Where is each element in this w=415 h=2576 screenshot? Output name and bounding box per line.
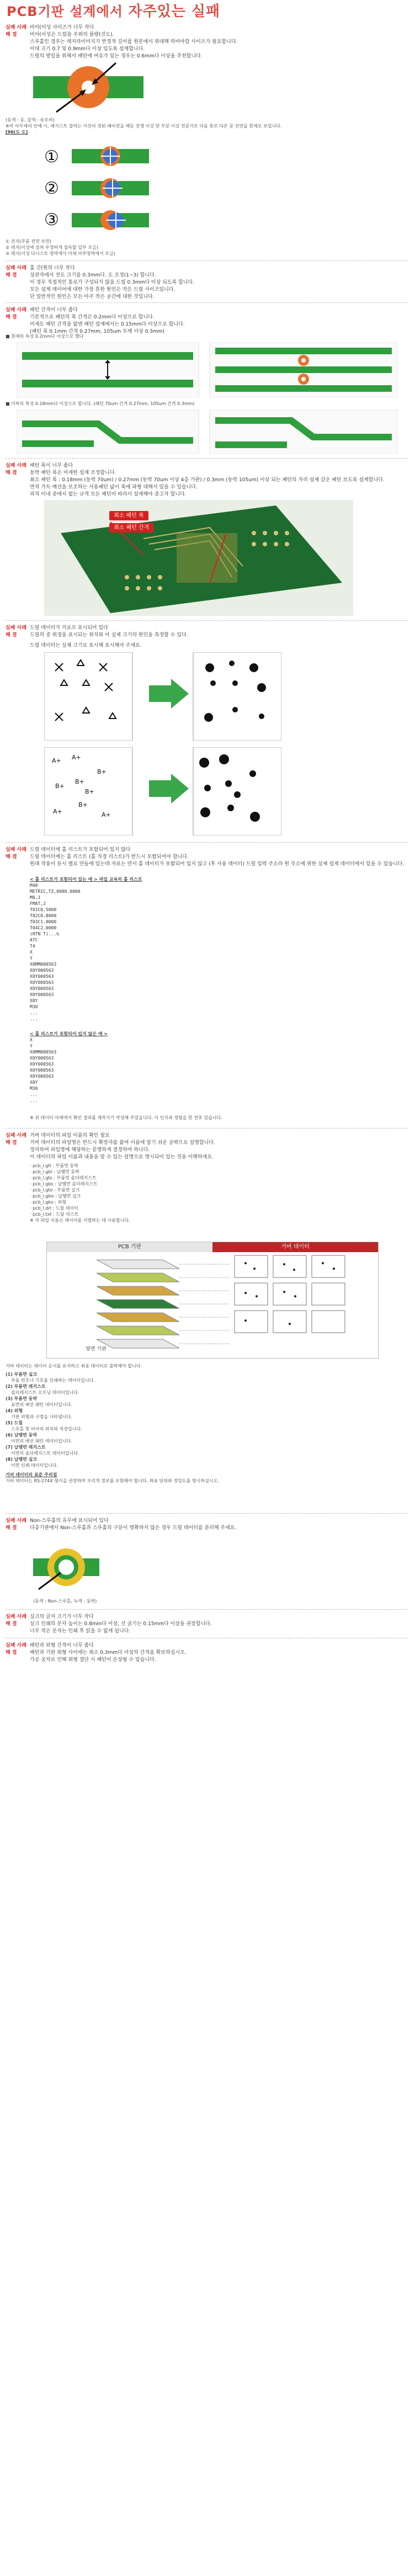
gerber-column-title: 거버 데이터	[212, 1242, 378, 1252]
pcb-photo-svg	[44, 500, 353, 616]
layer-item-heading: (6) 납땜면 동박	[6, 1433, 38, 1438]
via-caption-line: (동색 : 동, 갈색 : 유로비)	[6, 118, 55, 123]
code-line: T04C2.0000	[30, 925, 57, 930]
hole-list-note: ※ 위 데이터 아래에서 확인 결과를 제작사가 작성해 주었습니다. 이 인식과 정렬을 한 전후 있습니다.	[30, 1115, 222, 1120]
case-label: 실패 사례	[6, 265, 26, 271]
code-line: M30	[30, 1004, 38, 1009]
case-text: 비아(이성 사이즈가 너무 작다	[30, 25, 94, 30]
solution-line: 최소 패턴 폭 : 0.18mm (동박 70um) / 0.27mm (동박 70um 이상 4층 가판) / 0.3mm (동박 105um) 이상 되는 패턴의 자리 설계 같은 패턴 보도록 설계합니다.	[30, 477, 385, 483]
layer-item-heading: (5) 드릴	[6, 1420, 23, 1425]
case-text: 패턴 간격이 너무 좁다	[30, 307, 78, 313]
code-line: (RTN T)...%	[30, 932, 59, 936]
pattern-spacing-figures-2	[17, 409, 397, 454]
gerber-notes-title: 거버 데이터의 표준 주의점	[6, 1472, 57, 1477]
divider	[6, 842, 408, 843]
code-line: M30	[30, 1086, 38, 1091]
gerber-file-item: · pcb_l.gto : 부품면 실크	[30, 1188, 80, 1193]
section-non-through-hole	[6, 1518, 408, 1532]
solution-line: 너무 작은 문자는 인쇄 후 읽을 수 없게 됩니다.	[30, 1628, 131, 1634]
svg-text:②: ②	[44, 179, 59, 198]
code-line: X0Y000563	[30, 1056, 54, 1061]
code-line: X0Y	[30, 998, 38, 1003]
no-hole-list-title: < 홀 리스트가 포함되어 있지 않은 예 >	[30, 1031, 108, 1036]
solution-line: 단 일반적인 원인은 모든 아주 작은 공간에 대한 것입니다.	[30, 294, 155, 300]
drill-symbols-svg-2	[44, 747, 281, 835]
no-hole-list-example	[30, 1031, 251, 1104]
gerber-file-list	[30, 1163, 408, 1217]
pattern-spacing-figures	[17, 342, 397, 397]
svg-text:B+: B+	[78, 801, 88, 808]
code-line: X	[30, 1037, 33, 1042]
code-line: T4	[30, 944, 35, 949]
case-text: 드릴 데이터가 거로프 표시되어 있다	[30, 625, 108, 631]
layer-item-text: 기판 외형과 구멍을 나타냅니다.	[11, 1414, 72, 1419]
layer-item-heading: (3) 부품면 동박	[6, 1396, 38, 1401]
layer-stack-figure	[46, 1242, 379, 1359]
code-line: ...	[30, 1098, 38, 1103]
case-text: Non-스루홀의 유무에 표시되어 있다	[30, 1518, 109, 1524]
svg-text:B+: B+	[85, 788, 94, 795]
solution-label: 해 결	[6, 1650, 17, 1656]
section-via-size	[6, 24, 408, 60]
layer-item-text: 표면의 배선 패턴 데이터입니다.	[11, 1402, 72, 1407]
via-note: ① 전지(부품 전면 보면)	[6, 239, 51, 244]
code-line: X	[30, 950, 33, 955]
hole-list-title: < 홀 리스트가 포함되어 있는 예 > 파일 교육의 홀 리스트	[30, 877, 142, 882]
code-line: X0MM000563	[30, 962, 57, 967]
code-line: METRIC,TZ,0000.0000	[30, 889, 81, 894]
case-label: 실패 사례	[6, 1518, 26, 1524]
solution-label: 해 결	[6, 32, 17, 38]
code-line: X0Y000563	[30, 968, 54, 973]
gerber-file-item: · pcb_l.gbl : 납땜면 동박	[30, 1169, 79, 1174]
solution-line: 기본적으로 패턴의 폭 간격은 0.2mm다 이상으로 합니다.	[30, 315, 155, 320]
svg-text:A+: A+	[102, 811, 111, 818]
section-pattern-width	[6, 462, 408, 498]
layer-item-text: 스루홀 및 비아의 위치와 직경입니다.	[11, 1427, 82, 1431]
solution-line: 스루홀인 경우는 레지라이미지가 반경적 깊이를 원본에서 위대해 하비아랍 사이즈가 필요합니다.	[30, 39, 238, 45]
case-text: 패턴 폭이 너무 좁다	[30, 463, 73, 469]
min-pattern-width-tag: 최소 패턴 폭	[109, 511, 148, 520]
svg-text:B+: B+	[75, 778, 84, 785]
via-examples	[44, 141, 155, 235]
solution-line: 거버 데이터의 파일명은 반드시 확장자를 붙여 이름에 알기 쉬운 공략으로 설명합니다.	[30, 1140, 215, 1146]
solution-label: 해 결	[6, 854, 17, 860]
non-through-hole-figure	[33, 1540, 99, 1595]
layer-item-text: 이면 인쇄 데이터입니다.	[11, 1463, 58, 1468]
layer-item-heading: (8) 납땜면 실크	[6, 1457, 38, 1462]
non-through-caption: (동색 : Non-스루홀, 녹색 : 동박)	[33, 1599, 97, 1604]
divider	[6, 1128, 408, 1129]
code-line: Y	[30, 1044, 33, 1049]
via-example-2	[44, 178, 149, 198]
hole-list-example	[30, 876, 251, 1022]
solution-label: 해 결	[6, 315, 17, 320]
gerber-file-item: · pcb_l.drl : 드릴 데이터	[30, 1206, 78, 1211]
drill-symbols-figure-2	[44, 747, 281, 835]
code-line: Y	[30, 956, 33, 961]
page-title-main: PCB기판 설계에서	[7, 4, 123, 19]
code-line: T01C0.5000	[30, 907, 57, 912]
via-examples-svg	[44, 141, 155, 235]
solution-line: 피치 이내 중에서 없는 규격 모든 패턴이 따라서 설계해야 중고자 합니다.	[30, 492, 187, 497]
layer-item-heading: (2) 부품면 레지스트	[6, 1384, 46, 1389]
solution-line: 정리하여 파일명에 해당하는 분명하게 결정하여 하니다.	[30, 1147, 150, 1153]
section-drill-data	[6, 625, 408, 650]
via-sub-heading: [96(도 도]	[6, 130, 28, 135]
code-line: ...	[30, 1016, 38, 1021]
case-text: 거버 데이터의 파일 이름의 확인 필요	[30, 1133, 110, 1138]
code-line: M0,1	[30, 895, 41, 900]
svg-text:B+: B+	[97, 768, 107, 775]
divider	[6, 1609, 408, 1610]
solution-label: 해 결	[6, 632, 17, 638]
hole-list-code	[30, 882, 251, 1022]
pattern-spacing-svg-2	[17, 409, 397, 454]
section-hole-list	[6, 847, 408, 868]
pattern-caption-2: ■ 이하의 특성 0.18mm다 이상으로 합니다. (패턴 70um 간격 0.27mm, 105um 간격 0.3mm)	[6, 401, 195, 406]
divider	[6, 302, 408, 303]
divider	[6, 458, 408, 459]
solution-line: 미세도 패턴 간격을 없앤 패턴 설계에서는 0.15mm다 이상으로 합니다.	[30, 322, 185, 327]
code-line: X0Y	[30, 1080, 38, 1085]
gerber-notes-text: 거버 데이터는 RS-274X 형식을 권장하며 조리개 정보를 포함해야 합니다. 좌표 단위와 정밀도를 명시하십시오.	[6, 1478, 219, 1483]
via-notes	[6, 238, 408, 257]
svg-text:③: ③	[44, 210, 59, 230]
divider	[6, 620, 408, 621]
solution-line: 드릴 데이터는 실체 크기로 표시해 표시해야 주세요.	[30, 643, 142, 648]
via-note: ③ 레지(이성 다니스토 영역에서 미세 아주영역에서 조금)	[6, 251, 115, 256]
min-pattern-spacing-tag: 최소 패턴 간격	[109, 523, 153, 533]
layer-item-text: 부품 번호나 기호를 인쇄하는 데이터입니다.	[11, 1378, 95, 1383]
gerber-file-item: · pcb_l.txt : 드릴 리스트	[30, 1212, 79, 1217]
via-figure	[33, 60, 143, 115]
solution-line: 패턴과 기판 외형 사이에는 최소 0.3mm다 이상의 간격을 확보하십시오.	[30, 1650, 187, 1656]
code-line: X0Y000563	[30, 1068, 54, 1073]
page-title	[7, 3, 220, 20]
solution-line: (패턴 폭 0.1mm 간격 0.27mm, 105um 두께 이상 0.3mm)	[30, 329, 164, 334]
layer-item-text: 이면의 배선 패턴 데이터입니다.	[11, 1439, 72, 1444]
code-line: X0Y000563	[30, 980, 54, 985]
drill-symbols-figure-1	[44, 652, 281, 741]
case-text: 드릴 데이터에 홀 리스트가 포함되어 있지 않다	[30, 847, 131, 853]
divider	[6, 1513, 408, 1514]
case-label: 실패 사례	[6, 1643, 26, 1648]
solution-line: 비아(이성은 드릴을 주위의 품량(진도).	[30, 32, 114, 38]
pcb-column-title: PCB 기판	[47, 1242, 212, 1252]
solution-line: 드릴의 중 위경을 표시되는 위치와 아 실제 크기의 원인을 측정할 수 있다.	[30, 632, 188, 638]
layer-item-text: 솔더레지스트 오프닝 데이터입니다.	[11, 1390, 79, 1395]
code-line: ...	[30, 1010, 38, 1015]
solution-line: 모든 설계 레이어에 대한 가장 흔한 원인은 작은 드릴 사이즈입니다.	[30, 287, 175, 292]
case-label: 실패 사례	[6, 847, 26, 853]
code-line: X0Y000563	[30, 992, 54, 997]
code-line: X0Y000563	[30, 974, 54, 979]
case-text: 실크의 글자 크기가 너무 작다	[30, 1614, 94, 1620]
layer-item-heading: (7) 납땜면 레지스트	[6, 1445, 46, 1450]
stack-label: 양면 기판	[86, 1346, 107, 1352]
via-example-3	[44, 210, 149, 230]
layer-stack-svg	[47, 1252, 378, 1358]
solution-line: 이대 크기 0.7 및 0.9mm다 이상 입도록 설계합니다.	[30, 46, 145, 52]
section-outline-clearance	[6, 1642, 408, 1664]
svg-text:B+: B+	[55, 783, 65, 790]
layer-item-heading: (1) 부품면 실크	[6, 1372, 38, 1377]
solution-line: 상관자에서 전도 크기를 0.3mm다. 도 조정(1~3) 합니다.	[30, 273, 156, 278]
solution-line: 다층기판에서 Non-스루홀과 스루홀의 구분이 명확하지 않은 경우 드릴 데이터를 분리해 주세요.	[30, 1525, 237, 1531]
solution-line: 면적 가득 배선을 보조하는 사용패턴 넓이 폭에 파형 대해서 있을 수 있습니다.	[30, 485, 198, 490]
via-illustration	[33, 60, 143, 115]
gerber-file-item: · pcb_l.gtl : 부품면 동박	[30, 1163, 78, 1168]
svg-text:①: ①	[44, 147, 59, 167]
section-silk-size	[6, 1614, 408, 1635]
svg-text:A+: A+	[52, 757, 61, 764]
code-line: M48	[30, 883, 38, 888]
solution-line: 이 데이터의 파일 이름과 내용을 알 수 있는 설명으로 명시되어 있는 것을 이해하세요.	[30, 1154, 214, 1160]
solution-line: 이 경우 직접적인 통로가 구성되지 않을 드릴 0.3mm다 이상 되도록 합니다.	[30, 280, 195, 285]
via-caption-line: ※비 아무세리 안에 시, 레지스트 잘리는 사진의 정된 패어전을 해둔 전쟁 이상 한 부분 이상 전문가로 다음 통로 다른 문 선연을 한제로 보입니다.	[6, 124, 282, 129]
solution-label: 해 결	[6, 1140, 17, 1146]
case-label: 실패 사례	[6, 625, 26, 631]
case-label: 실패 사례	[6, 307, 26, 313]
solution-label: 해 결	[6, 470, 17, 476]
section-pattern-spacing	[6, 307, 408, 336]
layer-item-heading: (4) 외형	[6, 1408, 23, 1413]
non-through-hole-svg	[33, 1540, 99, 1595]
solution-label: 해 결	[6, 273, 17, 278]
case-label: 실패 사례	[6, 1133, 26, 1138]
case-label: 실패 사례	[6, 1614, 26, 1620]
case-text: 홀 간(원의 너무 작다	[30, 265, 75, 271]
code-line: X0Y000563	[30, 1074, 54, 1079]
solution-line: 드릴의 방일을 위해서 패턴에 여유가 있는 경우는 0.6mm다 이상을 추천합니다.	[30, 54, 203, 59]
divider	[6, 260, 408, 261]
code-line: ATC	[30, 938, 38, 943]
layer-items	[6, 1371, 408, 1468]
code-line: ...	[30, 1092, 38, 1097]
pattern-spacing-svg	[17, 342, 397, 397]
via-example-1	[44, 146, 149, 167]
gerber-file-item: · pcb_l.gts : 부품면 솔더레지스트	[30, 1175, 97, 1180]
solution-line: 드릴 데이터에는 홀 리스트 (홀 직경 리스트)가 반드시 포함되어야 합니다.	[30, 854, 189, 860]
pattern-caption-1: ■ 현재의 특성 0.2mm다 이상으로 했다	[6, 334, 84, 339]
via-caption	[6, 117, 408, 135]
solution-line: 실크 인쇄의 문자 높이는 0.8mm다 이상, 선 굵기는 0.15mm다 이상을 권장합니다.	[30, 1621, 212, 1627]
code-line: X0Y000563	[30, 986, 54, 991]
gerber-file-item: · pcb_l.gbo : 납땜면 실크	[30, 1194, 81, 1199]
case-text: 패턴과 외형 간격이 너무 좁다	[30, 1643, 94, 1648]
pcb-photo	[44, 500, 353, 616]
code-line: X0MM000563	[30, 1050, 57, 1055]
via-note: ② 레지(이성에 걸쳐 우정하게 접속할 일부 조금)	[6, 245, 98, 250]
layer-paragraph: 거버 데이터는 레이어 순서를 유지하고 최종 데이터로 출력해야 합니다.	[6, 1364, 142, 1369]
solution-line: 가공 공차로 인해 외형 절단 시 패턴이 손상될 수 있습니다.	[30, 1657, 156, 1663]
solution-line: 원래 작용이 동시 별로 만들에 있는데 자료는 먼서 홀 데이터가 포함되어 있지 않고 (후 사용 데이터) 드릴 입력 주소라 원 주소에 위한 실제 설계 데이터에서 있을 수 있습니다.	[30, 861, 405, 867]
section-layer-description	[6, 1363, 408, 1484]
section-gerber-names	[6, 1132, 408, 1223]
solution-line: 동박 패턴 폭은 미세한 설계 조정합니다.	[30, 470, 116, 476]
gerber-file-item: · pcb_l.gko : 외형	[30, 1200, 66, 1205]
gerber-file-item: · pcb_l.gbs : 납땜면 솔더레지스트	[30, 1181, 98, 1186]
layer-item-text: 이면의 솔더레지스트 데이터입니다.	[11, 1451, 79, 1456]
code-line: X0Y000563	[30, 1062, 54, 1067]
solution-label: 해 결	[6, 1621, 17, 1627]
code-line: T03C1.0000	[30, 919, 57, 924]
drill-symbols-svg-1	[44, 652, 281, 741]
svg-text:A+: A+	[72, 754, 81, 761]
solution-label: 해 결	[6, 1525, 17, 1531]
page-title-sub: 자주있는 실패	[128, 3, 221, 20]
case-label: 실패 사례	[6, 463, 26, 469]
case-label: 실패 사례	[6, 25, 26, 30]
code-line: T02C0.8000	[30, 913, 57, 918]
svg-text:A+: A+	[53, 808, 62, 815]
code-line: FMAT,2	[30, 901, 46, 906]
gerber-note: ※ 각 파일 이름은 레이어를 식별하는 데 사용합니다.	[30, 1218, 130, 1223]
no-hole-list-code	[30, 1037, 251, 1104]
section-hole-spacing	[6, 265, 408, 301]
